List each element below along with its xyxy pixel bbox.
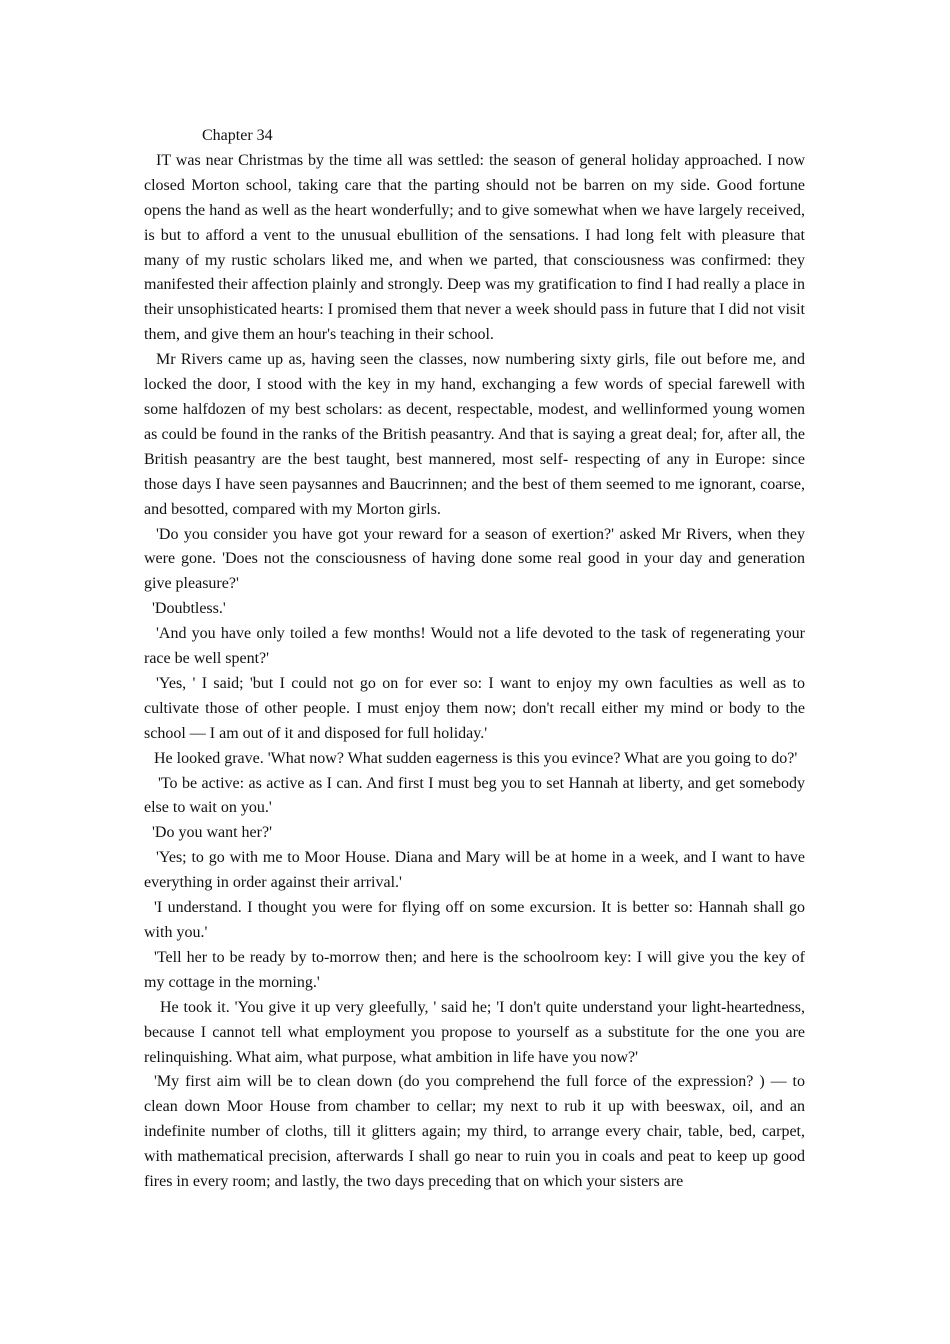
paragraph-8: 'To be active: as active as I can. And first I must beg you to set Hannah at liberty, and get somebody else to wait on you.'	[144, 774, 805, 817]
paragraph-2: Mr Rivers came up as, having seen the classes, now numbering sixty girls, file out before me, and locked the door, I stood with the key in my hand, exchanging a few words of special farewell with some halfdozen of my best scholars: as decent, respectable, modest, and wellinformed young women as could be found in the ranks of the British peasantry. And that is saying a great deal; for, after all, the British peasantry are the best taught, best mannered, most self- respecting of any in Europe: since those days I have seen paysannes and Baucrinnen; and the best of them seemed to me ignorant, coarse, and besotted, compared with my Morton girls.	[144, 351, 805, 518]
chapter-title: Chapter 34	[202, 127, 273, 144]
paragraph-6: 'Yes, ' I said; 'but I could not go on for ever so: I want to enjoy my own faculties as well as to cultivate those of other people. I must enjoy them now; don't recall either my mind or body to the school — I am out of it and disposed for full holiday.'	[144, 674, 805, 742]
paragraph-11: 'I understand. I thought you were for flying off on some excursion. It is better so: Hannah shall go with you.'	[144, 899, 805, 941]
paragraph-3: 'Do you consider you have got your reward for a season of exertion?' asked Mr Rivers, when they were gone. 'Does not the consciousness of having done some real good in your day and generation give pleasure?'	[144, 525, 805, 593]
paragraph-14: 'My first aim will be to clean down (do you comprehend the full force of the expression? ) — to clean down Moor House from chamber to cellar; my next to rub it up with beeswax, oil, and an indefinite number of cloths, till it glitters again; my third, to arrange every chair, table, bed, carpet, with mathematical precision, afterwards I shall go near to ruin you in coals and peat to keep up good fires in every room; and lastly, the two days preceding that on which your sisters are	[144, 1073, 805, 1191]
paragraph-7: He looked grave. 'What now? What sudden eagerness is this you evince? What are you going to do?'	[154, 749, 798, 767]
paragraph-12: 'Tell her to be ready by to-morrow then; and here is the schoolroom key: I will give you the key of my cottage in the morning.'	[144, 948, 805, 991]
paragraph-4: 'Doubtless.'	[152, 600, 226, 618]
paragraph-13: He took it. 'You give it up very gleefully, ' said he; 'I don't quite understand your light-heartedness, because I cannot tell what employment you propose to yourself as a substitute for the one you are relinquishing. What aim, what purpose, what ambition in life have you now?'	[144, 998, 805, 1066]
paragraph-1: IT was near Christmas by the time all was settled: the season of general holiday approached. I now closed Morton school, taking care that the parting should not be barren on my side. Good fortune opens the hand as well as the heart wonderfully; and to give somewhat when we have largely received, is but to afford a vent to the unusual ebullition of the sensations. I had long felt with pleasure that many of my rustic scholars liked me, and when we parted, that consciousness was confirmed: they manifested their affection plainly and strongly. Deep was my gratification to find I had really a place in their unsophisticated hearts: I promised them that never a week should pass in future that I did not visit them, and give them an hour's teaching in their school.	[144, 151, 805, 344]
paragraph-9: 'Do you want her?'	[152, 824, 272, 842]
document-page	[144, 124, 805, 1195]
paragraph-10: 'Yes; to go with me to Moor House. Diana and Mary will be at home in a week, and I want to have everything in order against their arrival.'	[144, 849, 805, 892]
paragraph-5: 'And you have only toiled a few months! Would not a life devoted to the task of regenerating your race be well spent?'	[144, 625, 805, 668]
